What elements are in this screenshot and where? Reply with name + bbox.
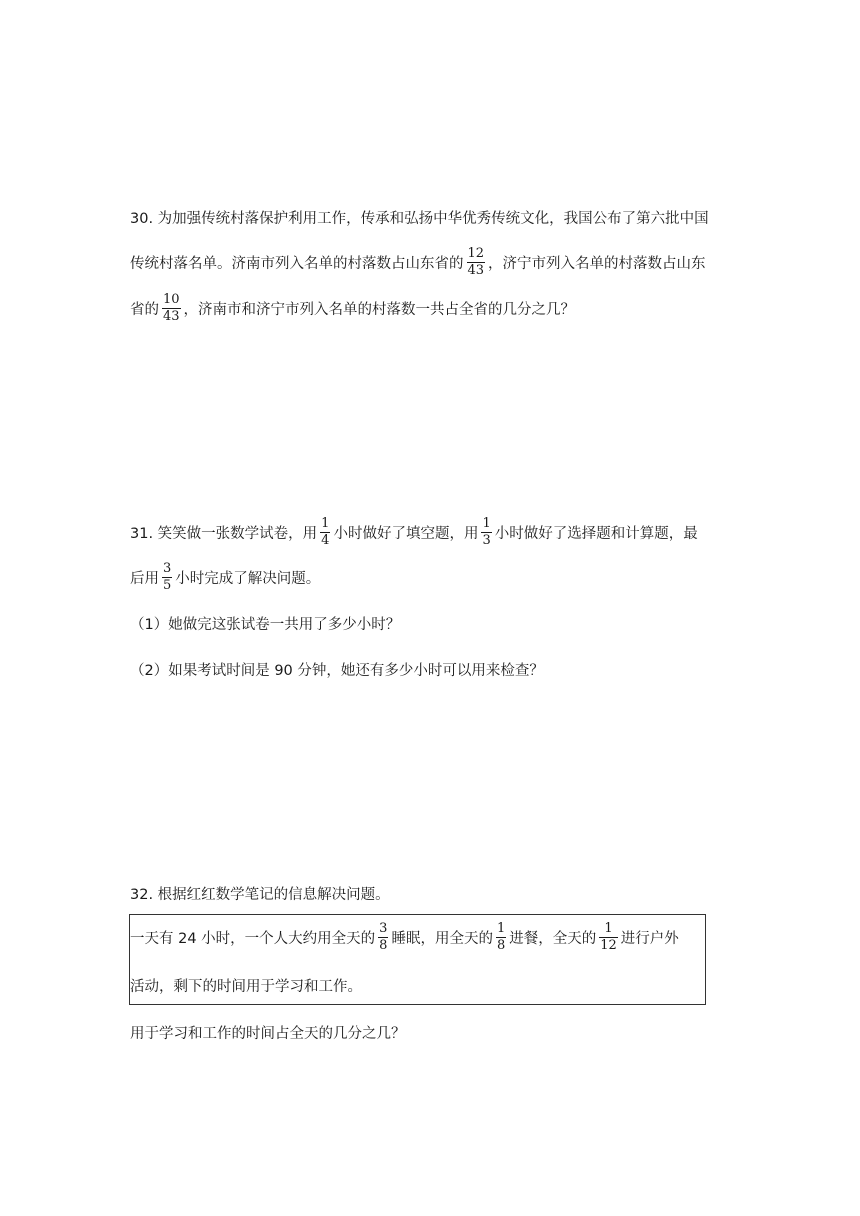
q32-fraction-1-12 xyxy=(599,922,618,952)
q30-line3-text-a: 省的 xyxy=(130,301,159,318)
q30-line3 xyxy=(130,288,575,328)
q31-line2 xyxy=(130,557,320,597)
q32-title-text: 32. 根据红红数学笔记的信息解决问题。 xyxy=(130,886,390,903)
q30-line3-text-b: ，济南市和济宁市列入名单的村落数一共占全省的几分之几？ xyxy=(183,301,576,318)
fraction-numerator: 1 xyxy=(321,515,330,531)
q32-box-line2 xyxy=(130,974,362,996)
q32-fraction-3-8 xyxy=(378,922,388,952)
q31-fraction-1-4 xyxy=(320,517,330,547)
q30-line1 xyxy=(130,206,709,228)
fraction-denominator: 43 xyxy=(163,308,180,324)
q31-line1-text-b: 小时做好了填空题，用 xyxy=(333,525,479,542)
fraction-numerator: 10 xyxy=(163,291,180,307)
fraction-denominator: 3 xyxy=(482,532,491,548)
q32-question-text: 用于学习和工作的时间占全天的几分之几？ xyxy=(130,1025,406,1042)
q32-title xyxy=(130,882,390,904)
q32-box-line1 xyxy=(130,917,679,957)
q31-line1-text-a: 31. 笑笑做一张数学试卷，用 xyxy=(130,525,318,542)
q30-line2 xyxy=(130,242,706,282)
q32-box-line1-text-b: 睡眠，用全天的 xyxy=(391,930,493,947)
q31-sub2 xyxy=(130,658,544,680)
q32-fraction-1-8 xyxy=(496,922,506,952)
q31-line2-text-a: 后用 xyxy=(130,570,159,587)
q31-sub1 xyxy=(130,612,400,634)
q31-sub2-text: （2）如果考试时间是 90 分钟，她还有多少小时可以用来检查？ xyxy=(130,662,544,679)
q32-box-line2-text: 活动，剩下的时间用于学习和工作。 xyxy=(130,978,362,995)
q31-fraction-3-5 xyxy=(162,562,172,592)
fraction-numerator: 1 xyxy=(604,920,613,936)
fraction-denominator: 12 xyxy=(600,937,617,953)
q32-box-line1-text-a: 一天有 24 小时，一个人大约用全天的 xyxy=(130,930,376,947)
fraction-numerator: 3 xyxy=(163,560,172,576)
q31-line1 xyxy=(130,512,698,552)
q30-line2-text-a: 传统村落名单。济南市列入名单的村落数占山东省的 xyxy=(130,255,464,272)
q31-sub1-text: （1）她做完这张试卷一共用了多少小时？ xyxy=(130,616,401,633)
fraction-numerator: 1 xyxy=(496,920,506,936)
q30-line2-text-b: ，济宁市列入名单的村落数占山东 xyxy=(488,255,706,272)
fraction-denominator: 8 xyxy=(379,937,388,953)
fraction-denominator: 8 xyxy=(496,937,506,953)
fraction-numerator: 12 xyxy=(467,245,485,261)
q32-box-line1-text-d: 进行户外 xyxy=(620,930,679,947)
fraction-denominator: 43 xyxy=(467,262,485,278)
fraction-numerator: 3 xyxy=(379,920,388,936)
fraction-denominator: 4 xyxy=(321,532,330,548)
fraction-denominator: 5 xyxy=(163,577,172,593)
q30-line1-text: 30. 为加强传统村落保护利用工作，传承和弘扬中华优秀传统文化，我国公布了第六批中国 xyxy=(130,210,709,227)
q31-fraction-1-3 xyxy=(481,517,491,547)
q30-fraction-12-43 xyxy=(467,247,486,277)
q31-line1-text-c: 小时做好了选择题和计算题，最 xyxy=(494,525,698,542)
q30-fraction-10-43 xyxy=(162,293,181,323)
fraction-numerator: 1 xyxy=(482,515,491,531)
q32-question xyxy=(130,1021,406,1043)
q31-line2-text-b: 小时完成了解决问题。 xyxy=(175,570,321,587)
q32-box-line1-text-c: 进餐，全天的 xyxy=(509,930,597,947)
